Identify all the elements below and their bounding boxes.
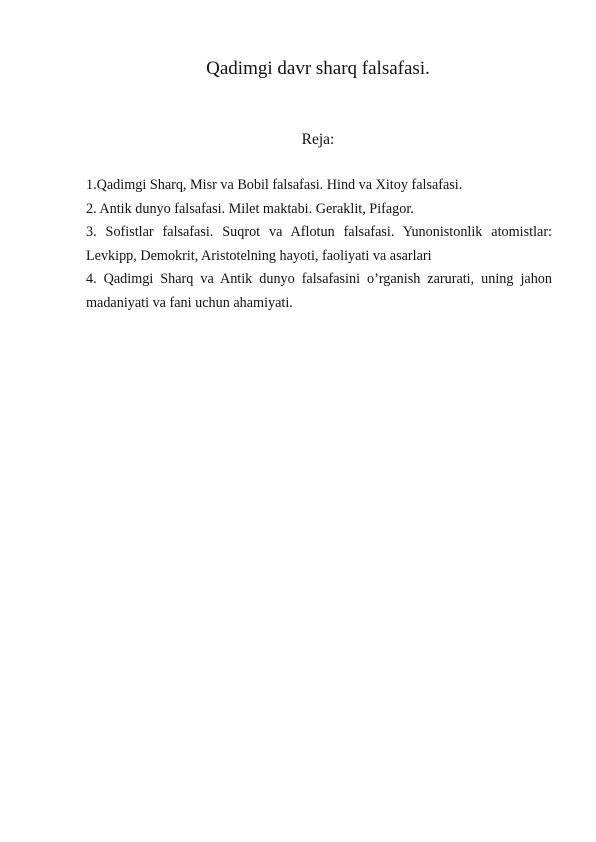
plan-item-2: 2. Antik dunyo falsafasi. Milet maktabi. Geraklit, Pifagor. xyxy=(86,200,414,217)
document-title: Qadimgi davr sharq falsafasi. xyxy=(206,58,430,79)
plan-item-3: 3. Sofistlar falsafasi. Suqrot va Aflotun falsafasi. Yunonistonlik atomistlar: Levkipp, Demokrit, Aristotelning hayoti, faoliyati va asarlari xyxy=(86,224,552,264)
plan-item-4: 4. Qadimgi Sharq va Antik dunyo falsafasini o’rganish zarurati, uning jahon madaniyati va fani uchun ahamiyati. xyxy=(86,271,552,311)
plan-item-1: 1.Qadimgi Sharq, Misr va Bobil falsafasi. Hind va Xitoy falsafasi. xyxy=(86,177,463,193)
plan-heading: Reja: xyxy=(301,131,335,148)
plan-list xyxy=(86,174,552,315)
